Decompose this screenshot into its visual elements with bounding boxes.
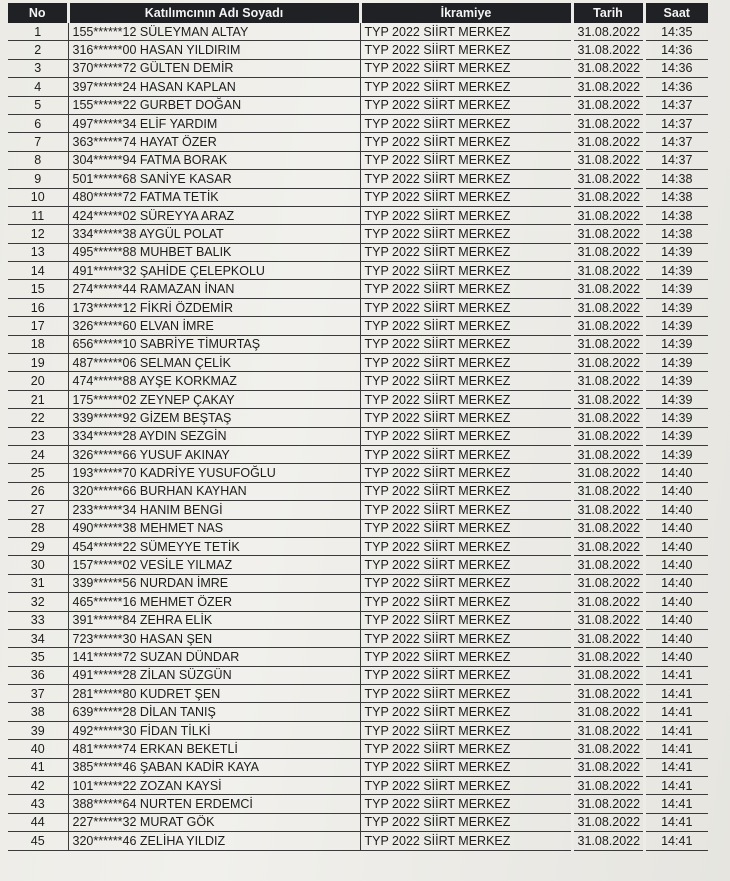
table-row	[8, 41, 708, 59]
time-cell: 14:39	[644, 280, 708, 298]
table-row	[8, 298, 708, 316]
ikramiye-cell: TYP 2022 SİİRT MERKEZ	[360, 170, 572, 188]
row-number: 21	[8, 390, 68, 408]
participant-name: 155******12 SÜLEYMAN ALTAY	[68, 23, 360, 41]
ikramiye-cell: TYP 2022 SİİRT MERKEZ	[360, 151, 572, 169]
ikramiye-cell: TYP 2022 SİİRT MERKEZ	[360, 409, 572, 427]
participant-name: 141******72 SUZAN DÜNDAR	[68, 648, 360, 666]
table-row	[8, 262, 708, 280]
row-number: 20	[8, 372, 68, 390]
table-row	[8, 593, 708, 611]
date-cell: 31.08.2022	[572, 280, 644, 298]
table-row	[8, 666, 708, 684]
participant-name: 481******74 ERKAN BEKETLİ	[68, 740, 360, 758]
table-row	[8, 556, 708, 574]
table-row	[8, 335, 708, 353]
participant-name: 491******32 ŞAHİDE ÇELEPKOLU	[68, 262, 360, 280]
time-cell: 14:40	[644, 556, 708, 574]
date-cell: 31.08.2022	[572, 648, 644, 666]
date-cell: 31.08.2022	[572, 574, 644, 592]
table-row	[8, 23, 708, 41]
ikramiye-cell: TYP 2022 SİİRT MERKEZ	[360, 795, 572, 813]
participant-name: 320******66 BURHAN KAYHAN	[68, 482, 360, 500]
ikramiye-cell: TYP 2022 SİİRT MERKEZ	[360, 611, 572, 629]
table-row	[8, 390, 708, 408]
table-row	[8, 501, 708, 519]
time-cell: 14:36	[644, 78, 708, 96]
date-cell: 31.08.2022	[572, 445, 644, 463]
row-number: 34	[8, 629, 68, 647]
participant-name: 227******32 MURAT GÖK	[68, 813, 360, 831]
time-cell: 14:40	[644, 464, 708, 482]
date-cell: 31.08.2022	[572, 721, 644, 739]
participant-name: 454******22 SÜMEYYE TETİK	[68, 537, 360, 555]
table-row	[8, 777, 708, 795]
ikramiye-cell: TYP 2022 SİİRT MERKEZ	[360, 464, 572, 482]
ikramiye-cell: TYP 2022 SİİRT MERKEZ	[360, 813, 572, 831]
date-cell: 31.08.2022	[572, 740, 644, 758]
date-cell: 31.08.2022	[572, 41, 644, 59]
ikramiye-cell: TYP 2022 SİİRT MERKEZ	[360, 721, 572, 739]
table-row	[8, 188, 708, 206]
date-cell: 31.08.2022	[572, 427, 644, 445]
row-number: 45	[8, 832, 68, 850]
participant-name: 490******38 MEHMET NAS	[68, 519, 360, 537]
date-cell: 31.08.2022	[572, 390, 644, 408]
row-number: 27	[8, 501, 68, 519]
time-cell: 14:41	[644, 813, 708, 831]
row-number: 31	[8, 574, 68, 592]
table-row	[8, 354, 708, 372]
participant-name: 316******00 HASAN YILDIRIM	[68, 41, 360, 59]
row-number: 17	[8, 317, 68, 335]
date-cell: 31.08.2022	[572, 225, 644, 243]
row-number: 13	[8, 243, 68, 261]
date-cell: 31.08.2022	[572, 298, 644, 316]
participant-name: 639******28 DİLAN TANIŞ	[68, 703, 360, 721]
table-row	[8, 685, 708, 703]
date-cell: 31.08.2022	[572, 519, 644, 537]
ikramiye-cell: TYP 2022 SİİRT MERKEZ	[360, 501, 572, 519]
ikramiye-cell: TYP 2022 SİİRT MERKEZ	[360, 685, 572, 703]
participant-name: 656******10 SABRİYE TİMURTAŞ	[68, 335, 360, 353]
participant-name: 326******66 YUSUF AKINAY	[68, 445, 360, 463]
ikramiye-cell: TYP 2022 SİİRT MERKEZ	[360, 666, 572, 684]
header-participant-name: Katılımcının Adı Soyadı	[68, 3, 360, 23]
date-cell: 31.08.2022	[572, 813, 644, 831]
table-row	[8, 721, 708, 739]
time-cell: 14:36	[644, 41, 708, 59]
date-cell: 31.08.2022	[572, 372, 644, 390]
time-cell: 14:41	[644, 777, 708, 795]
date-cell: 31.08.2022	[572, 243, 644, 261]
time-cell: 14:39	[644, 298, 708, 316]
row-number: 28	[8, 519, 68, 537]
participant-name: 492******30 FİDAN TİLKİ	[68, 721, 360, 739]
participant-name: 326******60 ELVAN İMRE	[68, 317, 360, 335]
time-cell: 14:41	[644, 740, 708, 758]
row-number: 3	[8, 59, 68, 77]
row-number: 41	[8, 758, 68, 776]
row-number: 38	[8, 703, 68, 721]
table-row	[8, 372, 708, 390]
participant-name: 274******44 RAMAZAN İNAN	[68, 280, 360, 298]
table-row	[8, 225, 708, 243]
date-cell: 31.08.2022	[572, 537, 644, 555]
date-cell: 31.08.2022	[572, 501, 644, 519]
ikramiye-cell: TYP 2022 SİİRT MERKEZ	[360, 390, 572, 408]
time-cell: 14:39	[644, 427, 708, 445]
time-cell: 14:40	[644, 482, 708, 500]
table-row	[8, 758, 708, 776]
participant-name: 397******24 HASAN KAPLAN	[68, 78, 360, 96]
table-row	[8, 317, 708, 335]
date-cell: 31.08.2022	[572, 611, 644, 629]
table-row	[8, 96, 708, 114]
row-number: 33	[8, 611, 68, 629]
ikramiye-cell: TYP 2022 SİİRT MERKEZ	[360, 832, 572, 850]
participant-name: 339******56 NURDAN İMRE	[68, 574, 360, 592]
time-cell: 14:41	[644, 666, 708, 684]
table-row	[8, 243, 708, 261]
row-number: 39	[8, 721, 68, 739]
time-cell: 14:40	[644, 648, 708, 666]
time-cell: 14:38	[644, 188, 708, 206]
table-body	[8, 23, 708, 850]
date-cell: 31.08.2022	[572, 758, 644, 776]
ikramiye-cell: TYP 2022 SİİRT MERKEZ	[360, 188, 572, 206]
header-tarih: Tarih	[572, 3, 644, 23]
row-number: 44	[8, 813, 68, 831]
time-cell: 14:39	[644, 335, 708, 353]
participant-name: 101******22 ZOZAN KAYSİ	[68, 777, 360, 795]
ikramiye-cell: TYP 2022 SİİRT MERKEZ	[360, 372, 572, 390]
row-number: 16	[8, 298, 68, 316]
row-number: 11	[8, 206, 68, 224]
date-cell: 31.08.2022	[572, 133, 644, 151]
time-cell: 14:38	[644, 170, 708, 188]
participant-name: 491******28 ZİLAN SÜZGÜN	[68, 666, 360, 684]
date-cell: 31.08.2022	[572, 685, 644, 703]
row-number: 29	[8, 537, 68, 555]
table-row	[8, 464, 708, 482]
ikramiye-cell: TYP 2022 SİİRT MERKEZ	[360, 23, 572, 41]
table-header-row	[8, 3, 708, 23]
row-number: 43	[8, 795, 68, 813]
date-cell: 31.08.2022	[572, 23, 644, 41]
ikramiye-cell: TYP 2022 SİİRT MERKEZ	[360, 354, 572, 372]
time-cell: 14:41	[644, 703, 708, 721]
ikramiye-cell: TYP 2022 SİİRT MERKEZ	[360, 519, 572, 537]
row-number: 32	[8, 593, 68, 611]
time-cell: 14:41	[644, 795, 708, 813]
participant-name: 339******92 GİZEM BEŞTAŞ	[68, 409, 360, 427]
time-cell: 14:40	[644, 629, 708, 647]
ikramiye-cell: TYP 2022 SİİRT MERKEZ	[360, 317, 572, 335]
participant-name: 424******02 SÜREYYA ARAZ	[68, 206, 360, 224]
date-cell: 31.08.2022	[572, 556, 644, 574]
participant-name: 474******88 AYŞE KORKMAZ	[68, 372, 360, 390]
date-cell: 31.08.2022	[572, 96, 644, 114]
date-cell: 31.08.2022	[572, 151, 644, 169]
row-number: 8	[8, 151, 68, 169]
ikramiye-cell: TYP 2022 SİİRT MERKEZ	[360, 280, 572, 298]
time-cell: 14:40	[644, 593, 708, 611]
table-row	[8, 280, 708, 298]
header-no: No	[8, 3, 68, 23]
date-cell: 31.08.2022	[572, 354, 644, 372]
time-cell: 14:41	[644, 758, 708, 776]
participant-name: 281******80 KUDRET ŞEN	[68, 685, 360, 703]
participant-name: 391******84 ZEHRA ELİK	[68, 611, 360, 629]
ikramiye-cell: TYP 2022 SİİRT MERKEZ	[360, 114, 572, 132]
time-cell: 14:39	[644, 409, 708, 427]
time-cell: 14:40	[644, 519, 708, 537]
ikramiye-cell: TYP 2022 SİİRT MERKEZ	[360, 777, 572, 795]
participant-name: 495******88 MUHBET BALIK	[68, 243, 360, 261]
time-cell: 14:41	[644, 685, 708, 703]
date-cell: 31.08.2022	[572, 482, 644, 500]
row-number: 22	[8, 409, 68, 427]
table-row	[8, 427, 708, 445]
date-cell: 31.08.2022	[572, 317, 644, 335]
date-cell: 31.08.2022	[572, 409, 644, 427]
date-cell: 31.08.2022	[572, 78, 644, 96]
ikramiye-cell: TYP 2022 SİİRT MERKEZ	[360, 225, 572, 243]
date-cell: 31.08.2022	[572, 666, 644, 684]
ikramiye-cell: TYP 2022 SİİRT MERKEZ	[360, 243, 572, 261]
participant-name: 388******64 NURTEN ERDEMCİ	[68, 795, 360, 813]
time-cell: 14:40	[644, 501, 708, 519]
row-number: 40	[8, 740, 68, 758]
participant-name: 501******68 SANİYE KASAR	[68, 170, 360, 188]
table-row	[8, 114, 708, 132]
time-cell: 14:39	[644, 445, 708, 463]
table-row	[8, 611, 708, 629]
ikramiye-cell: TYP 2022 SİİRT MERKEZ	[360, 593, 572, 611]
time-cell: 14:39	[644, 354, 708, 372]
date-cell: 31.08.2022	[572, 464, 644, 482]
row-number: 5	[8, 96, 68, 114]
table-row	[8, 519, 708, 537]
time-cell: 14:41	[644, 832, 708, 850]
ikramiye-cell: TYP 2022 SİİRT MERKEZ	[360, 758, 572, 776]
table-row	[8, 648, 708, 666]
participant-name: 233******34 HANIM BENGİ	[68, 501, 360, 519]
table-row	[8, 574, 708, 592]
participant-name: 334******38 AYGÜL POLAT	[68, 225, 360, 243]
table-row	[8, 703, 708, 721]
time-cell: 14:40	[644, 574, 708, 592]
table-row	[8, 170, 708, 188]
ikramiye-cell: TYP 2022 SİİRT MERKEZ	[360, 482, 572, 500]
date-cell: 31.08.2022	[572, 703, 644, 721]
time-cell: 14:40	[644, 537, 708, 555]
time-cell: 14:37	[644, 151, 708, 169]
row-number: 36	[8, 666, 68, 684]
row-number: 18	[8, 335, 68, 353]
ikramiye-cell: TYP 2022 SİİRT MERKEZ	[360, 574, 572, 592]
participant-name: 385******46 ŞABAN KADİR KAYA	[68, 758, 360, 776]
table-row	[8, 740, 708, 758]
time-cell: 14:40	[644, 611, 708, 629]
participant-name: 487******06 SELMAN ÇELİK	[68, 354, 360, 372]
time-cell: 14:39	[644, 390, 708, 408]
time-cell: 14:35	[644, 23, 708, 41]
row-number: 42	[8, 777, 68, 795]
row-number: 1	[8, 23, 68, 41]
ikramiye-cell: TYP 2022 SİİRT MERKEZ	[360, 78, 572, 96]
time-cell: 14:38	[644, 206, 708, 224]
date-cell: 31.08.2022	[572, 114, 644, 132]
ikramiye-cell: TYP 2022 SİİRT MERKEZ	[360, 629, 572, 647]
table-row	[8, 445, 708, 463]
row-number: 19	[8, 354, 68, 372]
row-number: 12	[8, 225, 68, 243]
table-row	[8, 409, 708, 427]
row-number: 4	[8, 78, 68, 96]
ikramiye-cell: TYP 2022 SİİRT MERKEZ	[360, 445, 572, 463]
participant-name: 334******28 AYDIN SEZGİN	[68, 427, 360, 445]
ikramiye-cell: TYP 2022 SİİRT MERKEZ	[360, 740, 572, 758]
participant-name: 157******02 VESİLE YILMAZ	[68, 556, 360, 574]
ikramiye-cell: TYP 2022 SİİRT MERKEZ	[360, 556, 572, 574]
date-cell: 31.08.2022	[572, 59, 644, 77]
participant-table	[8, 3, 708, 851]
row-number: 25	[8, 464, 68, 482]
date-cell: 31.08.2022	[572, 629, 644, 647]
date-cell: 31.08.2022	[572, 593, 644, 611]
participant-name: 175******02 ZEYNEP ÇAKAY	[68, 390, 360, 408]
table-row	[8, 832, 708, 850]
ikramiye-cell: TYP 2022 SİİRT MERKEZ	[360, 703, 572, 721]
participant-name: 193******70 KADRİYE YUSUFOĞLU	[68, 464, 360, 482]
date-cell: 31.08.2022	[572, 206, 644, 224]
participant-name: 155******22 GURBET DOĞAN	[68, 96, 360, 114]
table-row	[8, 151, 708, 169]
date-cell: 31.08.2022	[572, 832, 644, 850]
time-cell: 14:41	[644, 721, 708, 739]
date-cell: 31.08.2022	[572, 795, 644, 813]
row-number: 6	[8, 114, 68, 132]
date-cell: 31.08.2022	[572, 170, 644, 188]
row-number: 14	[8, 262, 68, 280]
participant-name: 723******30 HASAN ŞEN	[68, 629, 360, 647]
table-row	[8, 537, 708, 555]
row-number: 10	[8, 188, 68, 206]
ikramiye-cell: TYP 2022 SİİRT MERKEZ	[360, 648, 572, 666]
time-cell: 14:39	[644, 317, 708, 335]
table-row	[8, 795, 708, 813]
row-number: 7	[8, 133, 68, 151]
header-saat: Saat	[644, 3, 708, 23]
time-cell: 14:37	[644, 133, 708, 151]
time-cell: 14:37	[644, 96, 708, 114]
row-number: 37	[8, 685, 68, 703]
row-number: 26	[8, 482, 68, 500]
participant-name: 304******94 FATMA BORAK	[68, 151, 360, 169]
participant-name: 465******16 MEHMET ÖZER	[68, 593, 360, 611]
ikramiye-cell: TYP 2022 SİİRT MERKEZ	[360, 262, 572, 280]
header-ikramiye: İkramiye	[360, 3, 572, 23]
time-cell: 14:38	[644, 225, 708, 243]
row-number: 23	[8, 427, 68, 445]
time-cell: 14:36	[644, 59, 708, 77]
ikramiye-cell: TYP 2022 SİİRT MERKEZ	[360, 206, 572, 224]
table-row	[8, 482, 708, 500]
row-number: 24	[8, 445, 68, 463]
ikramiye-cell: TYP 2022 SİİRT MERKEZ	[360, 59, 572, 77]
table-row	[8, 59, 708, 77]
date-cell: 31.08.2022	[572, 188, 644, 206]
ikramiye-cell: TYP 2022 SİİRT MERKEZ	[360, 133, 572, 151]
participant-name: 320******46 ZELİHA YILDIZ	[68, 832, 360, 850]
date-cell: 31.08.2022	[572, 335, 644, 353]
ikramiye-cell: TYP 2022 SİİRT MERKEZ	[360, 41, 572, 59]
ikramiye-cell: TYP 2022 SİİRT MERKEZ	[360, 298, 572, 316]
table-row	[8, 813, 708, 831]
participant-name: 370******72 GÜLTEN DEMİR	[68, 59, 360, 77]
ikramiye-cell: TYP 2022 SİİRT MERKEZ	[360, 427, 572, 445]
time-cell: 14:39	[644, 243, 708, 261]
ikramiye-cell: TYP 2022 SİİRT MERKEZ	[360, 96, 572, 114]
table-row	[8, 629, 708, 647]
date-cell: 31.08.2022	[572, 777, 644, 795]
participant-name: 173******12 FİKRİ ÖZDEMİR	[68, 298, 360, 316]
time-cell: 14:37	[644, 114, 708, 132]
table-row	[8, 206, 708, 224]
ikramiye-cell: TYP 2022 SİİRT MERKEZ	[360, 537, 572, 555]
row-number: 35	[8, 648, 68, 666]
table-row	[8, 133, 708, 151]
ikramiye-cell: TYP 2022 SİİRT MERKEZ	[360, 335, 572, 353]
time-cell: 14:39	[644, 262, 708, 280]
date-cell: 31.08.2022	[572, 262, 644, 280]
participant-name: 363******74 HAYAT ÖZER	[68, 133, 360, 151]
row-number: 15	[8, 280, 68, 298]
row-number: 30	[8, 556, 68, 574]
table-row	[8, 78, 708, 96]
participant-name: 497******34 ELİF YARDIM	[68, 114, 360, 132]
row-number: 9	[8, 170, 68, 188]
row-number: 2	[8, 41, 68, 59]
participant-name: 480******72 FATMA TETİK	[68, 188, 360, 206]
time-cell: 14:39	[644, 372, 708, 390]
